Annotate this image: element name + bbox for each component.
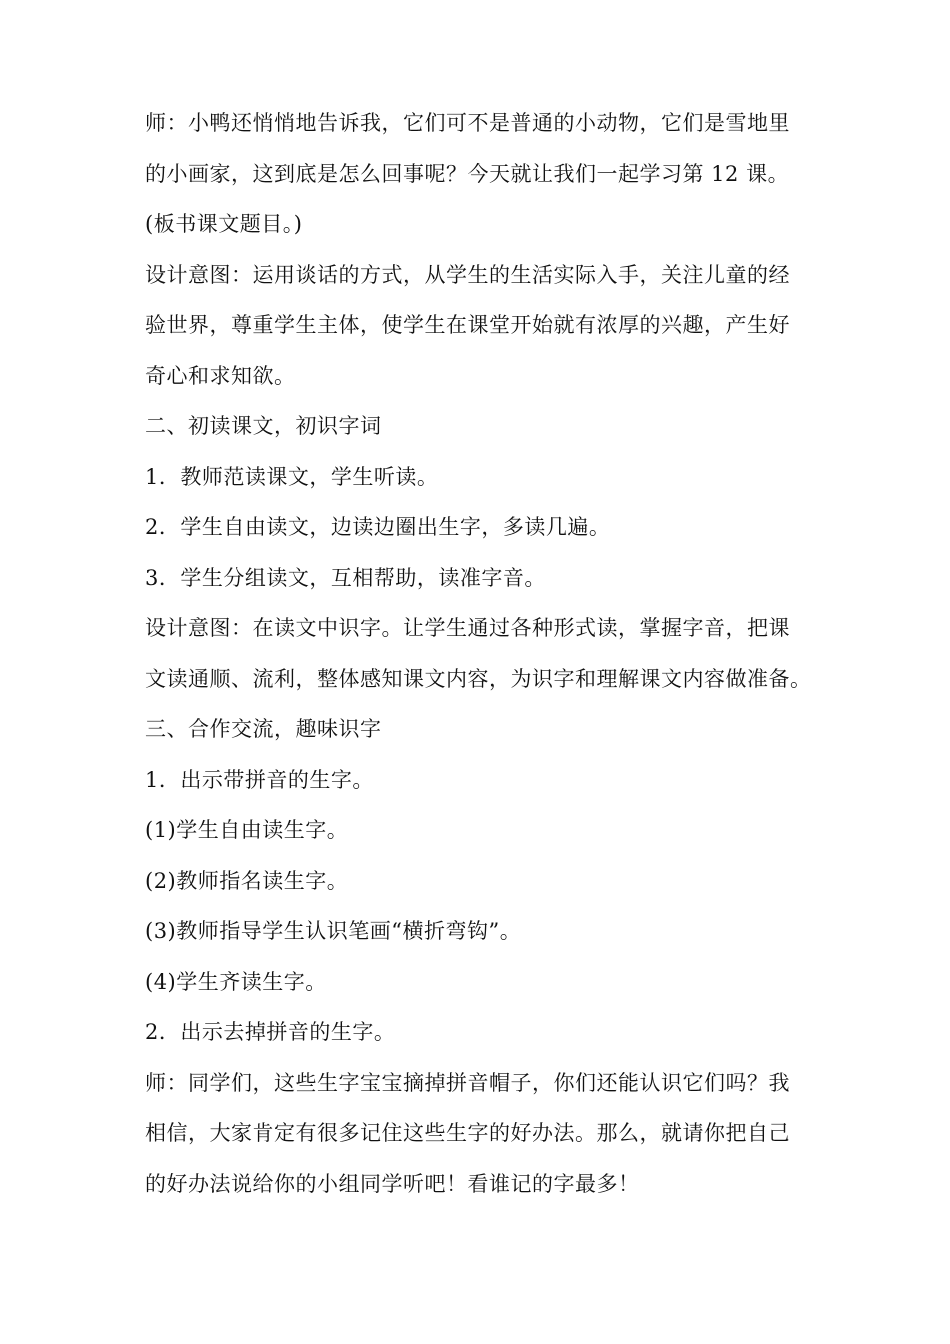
sub-item-2: (2)教师指名读生字。 [145,868,349,893]
text-line-4: 设计意图：运用谈话的方式，从学生的生活实际入手，关注儿童的经 [145,262,790,287]
sub-item-3: (3)教师指导学生认识笔画“横折弯钩”。 [145,919,522,943]
text-line-22: 的好办法说给你的小组同学听吧！看谁记的字最多！ [145,1171,640,1196]
text-line-5: 验世界，尊重学生主体，使学生在课堂开始就有浓厚的兴趣，产生好 [145,313,790,337]
sub-item-4: (4)学生齐读生字。 [145,969,327,994]
text-line-1: 师：小鸭还悄悄地告诉我，它们可不是普通的小动物，它们是雪地里 [145,111,790,135]
sub-item-1: (1)学生自由读生字。 [145,818,349,842]
text-line-11: 设计意图：在读文中识字。让学生通过各种形式读，掌握字音，把课 [145,616,790,640]
section-heading-3: 三、合作交流，趣味识字 [145,717,382,741]
text-line-12: 文读通顺、流利，整体感知课文内容，为识字和理解课文内容做准备。 [145,666,812,691]
text-line-6: 奇心和求知欲。 [145,363,296,388]
text-line-21: 相信，大家肯定有很多记住这些生字的好办法。那么，就请你把自己 [145,1121,790,1145]
text-line-2: 的小画家，这到底是怎么回事呢？今天就让我们一起学习第 12 课。 [145,161,790,186]
list-item-14: 1．出示带拼音的生字。 [145,767,374,792]
list-item-1: 1．教师范读课文，学生听读。 [145,464,439,489]
text-line-3: (板书课文题目。) [145,212,303,236]
list-item-19: 2．出示去掉拼音的生字。 [145,1020,396,1044]
text-line-20: 师：同学们，这些生字宝宝摘掉拼音帽子，你们还能认识它们吗？我 [145,1070,790,1095]
list-item-3: 3．学生分组读文，互相帮助，读准字音。 [145,565,546,590]
document-body [145,98,825,1209]
list-item-2: 2．学生自由读文，边读边圈出生字，多读几遍。 [145,515,611,539]
section-heading-2: 二、初读课文，初识字词 [145,414,382,438]
